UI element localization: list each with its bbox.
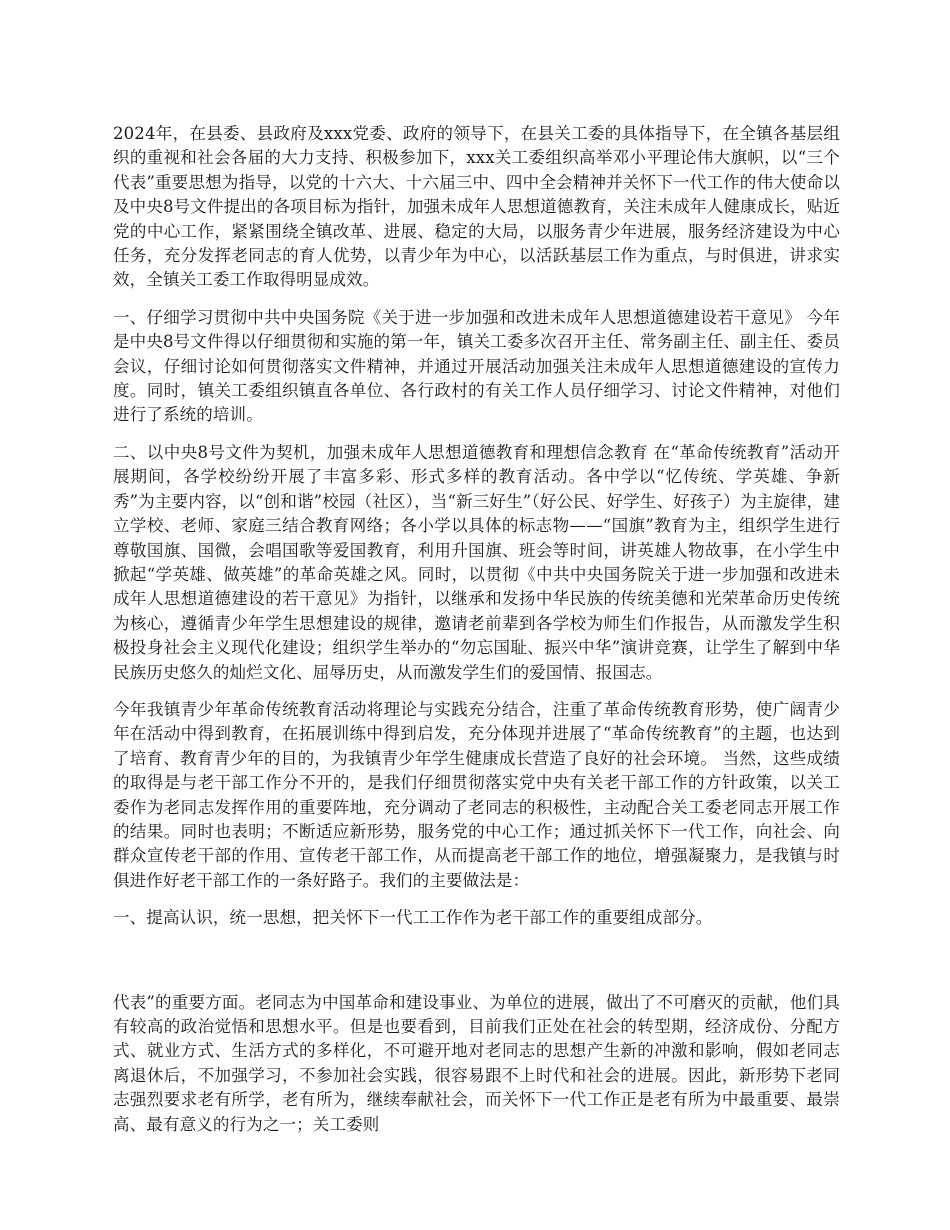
paragraph-spacer bbox=[113, 293, 840, 306]
paragraph-continuation: 代表”的重要方面。老同志为中国革命和建设事业、为单位的进展，做出了不可磨灭的贡献，他们具有较高的政治觉悟和思想水平。但是也要看到，目前我们正处在社会的转型期，经济成份、分配方式、就业方式、生活方式的多样化，不可避开地对老同志的思想产生新的冲激和影响，假如老同志离退休后，不加强学习，不参加社会实践，很容易跟不上时代和社会的进展。因此，新形势下老同志强烈要求老有所学，老有所为，继续奉献社会，而关怀下一代工作正是老有所为中最重要、最崇高、最有意义的行为之一；关工委则 bbox=[113, 992, 840, 1134]
paragraph-spacer bbox=[113, 428, 840, 441]
paragraph-spacer bbox=[113, 893, 840, 906]
paragraph-heading-method-1: 一、提高认识，统一思想，把关怀下一代工工作作为老干部工作的重要组成部分。 bbox=[113, 908, 713, 928]
document-page bbox=[113, 122, 840, 1137]
paragraph-section-2: 二、以中央8号文件为契机，加强未成年人思想道德教育和理想信念教育 在“革命传统教育”活动开展期间，各学校纷纷开展了丰富多彩、形式多样的教育活动。各中学以“忆传统、学英雄、争新秀”为主要内容，以“创和谐”校园（社区），当“新三好生”（好公民、好学生、好孩子）为主旋律，建立学校、老师、家庭三结合教育网络；各小学以具体的标志物——“国旗”教育为主，组织学生进行尊敬国旗、国微，会唱国歌等爱国教育，利用升国旗、班会等时间，讲英雄人物故事，在小学生中掀起“学英雄、做英雄”的革命英雄之风。同时，以贯彻《中共中央国务院关于进一步加强和改进未成年人思想道德建设的若干意见》为指针，以继承和发扬中华民族的传统美德和光荣革命历史传统为核心，遵循青少年学生思想建设的规律，邀请老前辈到各学校为师生们作报告，从而激发学生积极投身社会主义现代化建设；组织学生举办的“勿忘国耻、振兴中华”演讲竞赛，让学生了解到中华民族历史悠久的灿烂文化、屈辱历史，从而激发学生们的爱国情、报国志。 bbox=[113, 442, 840, 682]
page-break-gap bbox=[113, 931, 840, 991]
paragraph-intro: 2024年，在县委、县政府及xxx党委、政府的领导下，在县关工委的具体指导下，在全镇各基层组织的重视和社会各届的大力支持、积极参加下，xxx关工委组织高举邓小平理论伟大旗帜，以“三个代表”重要思想为指导，以党的十六大、十六届三中、四中全会精神并关怀下一代工作的伟大使命以及中央8号文件提出的各项目标为指针，加强未成年人思想道德教育，关注未成年人健康成长，贴近党的中心工作，紧紧围绕全镇改革、进展、稳定的大局，以服务青少年进展，服务经济建设为中心任务，充分发挥老同志的育人优势，以青少年为中心，以活跃基层工作为重点，与时俱进，讲求实效，全镇关工委工作取得明显成效。 bbox=[113, 124, 840, 290]
paragraph-summary: 今年我镇青少年革命传统教育活动将理论与实践充分结合，注重了革命传统教育形势，使广阔青少年在活动中得到教育，在拓展训练中得到启发，充分体现并进展了“革命传统教育”的主题，也达到了培育、教育青少年的目的，为我镇青少年学生健康成长营造了良好的社会环境。 当然，这些成绩的取得是与老干部工作分不开的，是我们仔细贯彻落实党中央有关老干部工作的方针政策，以关工委作为老同志发挥作用的重要阵地，充分调动了老同志的积极性，主动配合关工委老同志开展工作的结果。同时也表明；不断适应新形势，服务党的中心工作；通过抓关怀下一代工作，向社会、向群众宣传老干部的作用、宣传老干部工作，从而提高老干部工作的地位，增强凝聚力，是我镇与时俱进作好老干部工作的一条好路子。我们的主要做法是： bbox=[113, 699, 840, 890]
paragraph-section-1: 一、仔细学习贯彻中共中央国务院《关于进一步加强和改进未成年人思想道德建设若干意见》 今年是中央8号文件得以仔细贯彻和实施的第一年，镇关工委多次召开主任、常务副主任、副主任、委员会议，仔细讨论如何贯彻落实文件精神，并通过开展活动加强关注未成年人思想道德建设的宣传力度。同时，镇关工委组织镇直各单位、各行政村的有关工作人员仔细学习、讨论文件精神，对他们进行了系统的培训。 bbox=[113, 307, 840, 425]
paragraph-spacer bbox=[113, 685, 840, 698]
